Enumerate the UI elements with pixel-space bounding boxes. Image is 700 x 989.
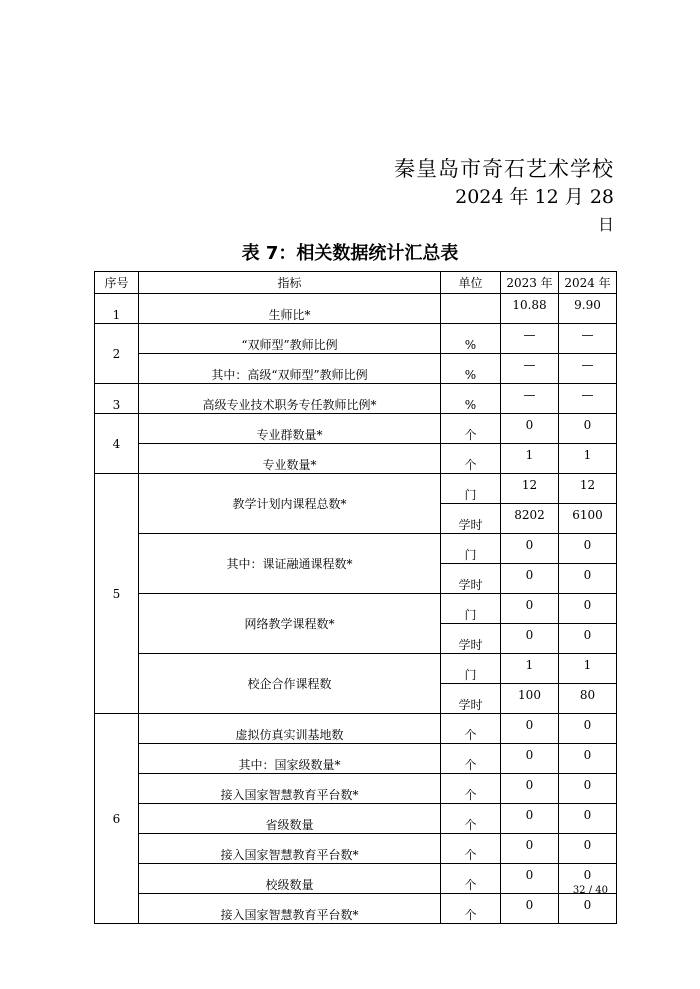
value-2024: 0 xyxy=(559,834,617,864)
value-2023: — xyxy=(501,324,559,354)
date-line-2: 日 xyxy=(597,215,614,234)
table-row xyxy=(95,354,617,384)
value-2023: — xyxy=(501,384,559,414)
value-2024: 0 xyxy=(559,564,617,594)
table-header-row xyxy=(95,272,617,294)
value-2023: 0 xyxy=(501,534,559,564)
value-2024: 0 xyxy=(559,534,617,564)
value-2023: 100 xyxy=(501,684,559,714)
value-2023: — xyxy=(501,354,559,384)
indicator-cell: 生师比* xyxy=(139,294,441,324)
unit-cell: 学时 xyxy=(441,624,501,654)
table-row xyxy=(95,804,617,834)
value-2024: 0 xyxy=(559,714,617,744)
unit-cell: 学时 xyxy=(441,564,501,594)
value-2024: — xyxy=(559,324,617,354)
value-2024: 0 xyxy=(559,414,617,444)
table-row xyxy=(95,864,617,894)
table-row xyxy=(95,744,617,774)
value-2023: 0 xyxy=(501,744,559,774)
row-no: 1 xyxy=(95,294,139,324)
header-2024: 2024 年 xyxy=(559,272,617,294)
row-no: 3 xyxy=(95,384,139,414)
table-row xyxy=(95,594,617,624)
unit-cell: 个 xyxy=(441,774,501,804)
value-2023: 0 xyxy=(501,774,559,804)
table-row xyxy=(95,294,617,324)
value-2024: 0 xyxy=(559,804,617,834)
indicator-cell: 网络教学课程数* xyxy=(139,594,441,654)
indicator-cell: 高级专业技术职务专任教师比例* xyxy=(139,384,441,414)
unit-cell: 学时 xyxy=(441,684,501,714)
indicator-cell: 专业数量* xyxy=(139,444,441,474)
statistics-table xyxy=(94,271,617,924)
value-2023: 8202 xyxy=(501,504,559,534)
indicator-cell: “双师型”教师比例 xyxy=(139,324,441,354)
unit-cell xyxy=(441,294,501,324)
unit-cell: 个 xyxy=(441,444,501,474)
value-2024: 12 xyxy=(559,474,617,504)
value-2023: 0 xyxy=(501,894,559,924)
indicator-cell: 校级数量 xyxy=(139,864,441,894)
unit-cell: 个 xyxy=(441,834,501,864)
row-no: 5 xyxy=(95,474,139,714)
table-row xyxy=(95,324,617,354)
value-2023: 1 xyxy=(501,444,559,474)
value-2023: 0 xyxy=(501,564,559,594)
value-2024: 1 xyxy=(559,654,617,684)
indicator-cell: 省级数量 xyxy=(139,804,441,834)
page-number: 32 / 40 xyxy=(572,885,608,896)
value-2024: 0 xyxy=(559,624,617,654)
value-2023: 0 xyxy=(501,594,559,624)
value-2024: — xyxy=(559,354,617,384)
unit-cell: % xyxy=(441,324,501,354)
indicator-cell: 接入国家智慧教育平台数* xyxy=(139,894,441,924)
unit-cell: 门 xyxy=(441,594,501,624)
unit-cell: 门 xyxy=(441,654,501,684)
date-line-1: 2024 年 12 月 28 xyxy=(455,186,614,208)
value-2023: 1 xyxy=(501,654,559,684)
indicator-cell: 其中：国家级数量* xyxy=(139,744,441,774)
indicator-cell: 专业群数量* xyxy=(139,414,441,444)
table-row xyxy=(95,654,617,684)
table-row xyxy=(95,894,617,924)
value-2024: 0 xyxy=(559,594,617,624)
value-2023: 0 xyxy=(501,834,559,864)
header-2023: 2023 年 xyxy=(501,272,559,294)
unit-cell: 门 xyxy=(441,474,501,504)
row-no: 6 xyxy=(95,714,139,924)
table-title: 表 7：相关数据统计汇总表 xyxy=(241,243,459,264)
table-row xyxy=(95,714,617,744)
unit-cell: 学时 xyxy=(441,504,501,534)
unit-cell: % xyxy=(441,384,501,414)
table-row xyxy=(95,474,617,504)
indicator-cell: 其中：课证融通课程数* xyxy=(139,534,441,594)
table-row xyxy=(95,444,617,474)
indicator-cell: 虚拟仿真实训基地数 xyxy=(139,714,441,744)
value-2023: 10.88 xyxy=(501,294,559,324)
value-2023: 0 xyxy=(501,414,559,444)
table-row xyxy=(95,384,617,414)
table-row xyxy=(95,774,617,804)
unit-cell: % xyxy=(441,354,501,384)
value-2024: 1 xyxy=(559,444,617,474)
unit-cell: 个 xyxy=(441,744,501,774)
unit-cell: 个 xyxy=(441,894,501,924)
value-2023: 0 xyxy=(501,804,559,834)
header-unit: 单位 xyxy=(441,272,501,294)
unit-cell: 个 xyxy=(441,414,501,444)
unit-cell: 门 xyxy=(441,534,501,564)
value-2024: 0 xyxy=(559,894,617,924)
indicator-cell: 其中：高级“双师型”教师比例 xyxy=(139,354,441,384)
table-row xyxy=(95,534,617,564)
unit-cell: 个 xyxy=(441,864,501,894)
value-2023: 0 xyxy=(501,624,559,654)
value-2024: 0 xyxy=(559,774,617,804)
header-no: 序号 xyxy=(95,272,139,294)
table-row xyxy=(95,414,617,444)
indicator-cell: 教学计划内课程总数* xyxy=(139,474,441,534)
header-indicator: 指标 xyxy=(139,272,441,294)
value-2024: 6100 xyxy=(559,504,617,534)
indicator-cell: 接入国家智慧教育平台数* xyxy=(139,774,441,804)
indicator-cell: 校企合作课程数 xyxy=(139,654,441,714)
table-row xyxy=(95,834,617,864)
indicator-cell: 接入国家智慧教育平台数* xyxy=(139,834,441,864)
value-2024: 80 xyxy=(559,684,617,714)
unit-cell: 个 xyxy=(441,804,501,834)
school-name: 秦皇岛市奇石艺术学校 xyxy=(394,157,614,181)
value-2024: 0 xyxy=(559,744,617,774)
row-no: 2 xyxy=(95,324,139,384)
value-2024: — xyxy=(559,384,617,414)
value-2024: 9.90 xyxy=(559,294,617,324)
value-2023: 0 xyxy=(501,864,559,894)
row-no: 4 xyxy=(95,414,139,474)
value-2024: 0 xyxy=(559,864,617,894)
unit-cell: 个 xyxy=(441,714,501,744)
value-2023: 0 xyxy=(501,714,559,744)
value-2023: 12 xyxy=(501,474,559,504)
